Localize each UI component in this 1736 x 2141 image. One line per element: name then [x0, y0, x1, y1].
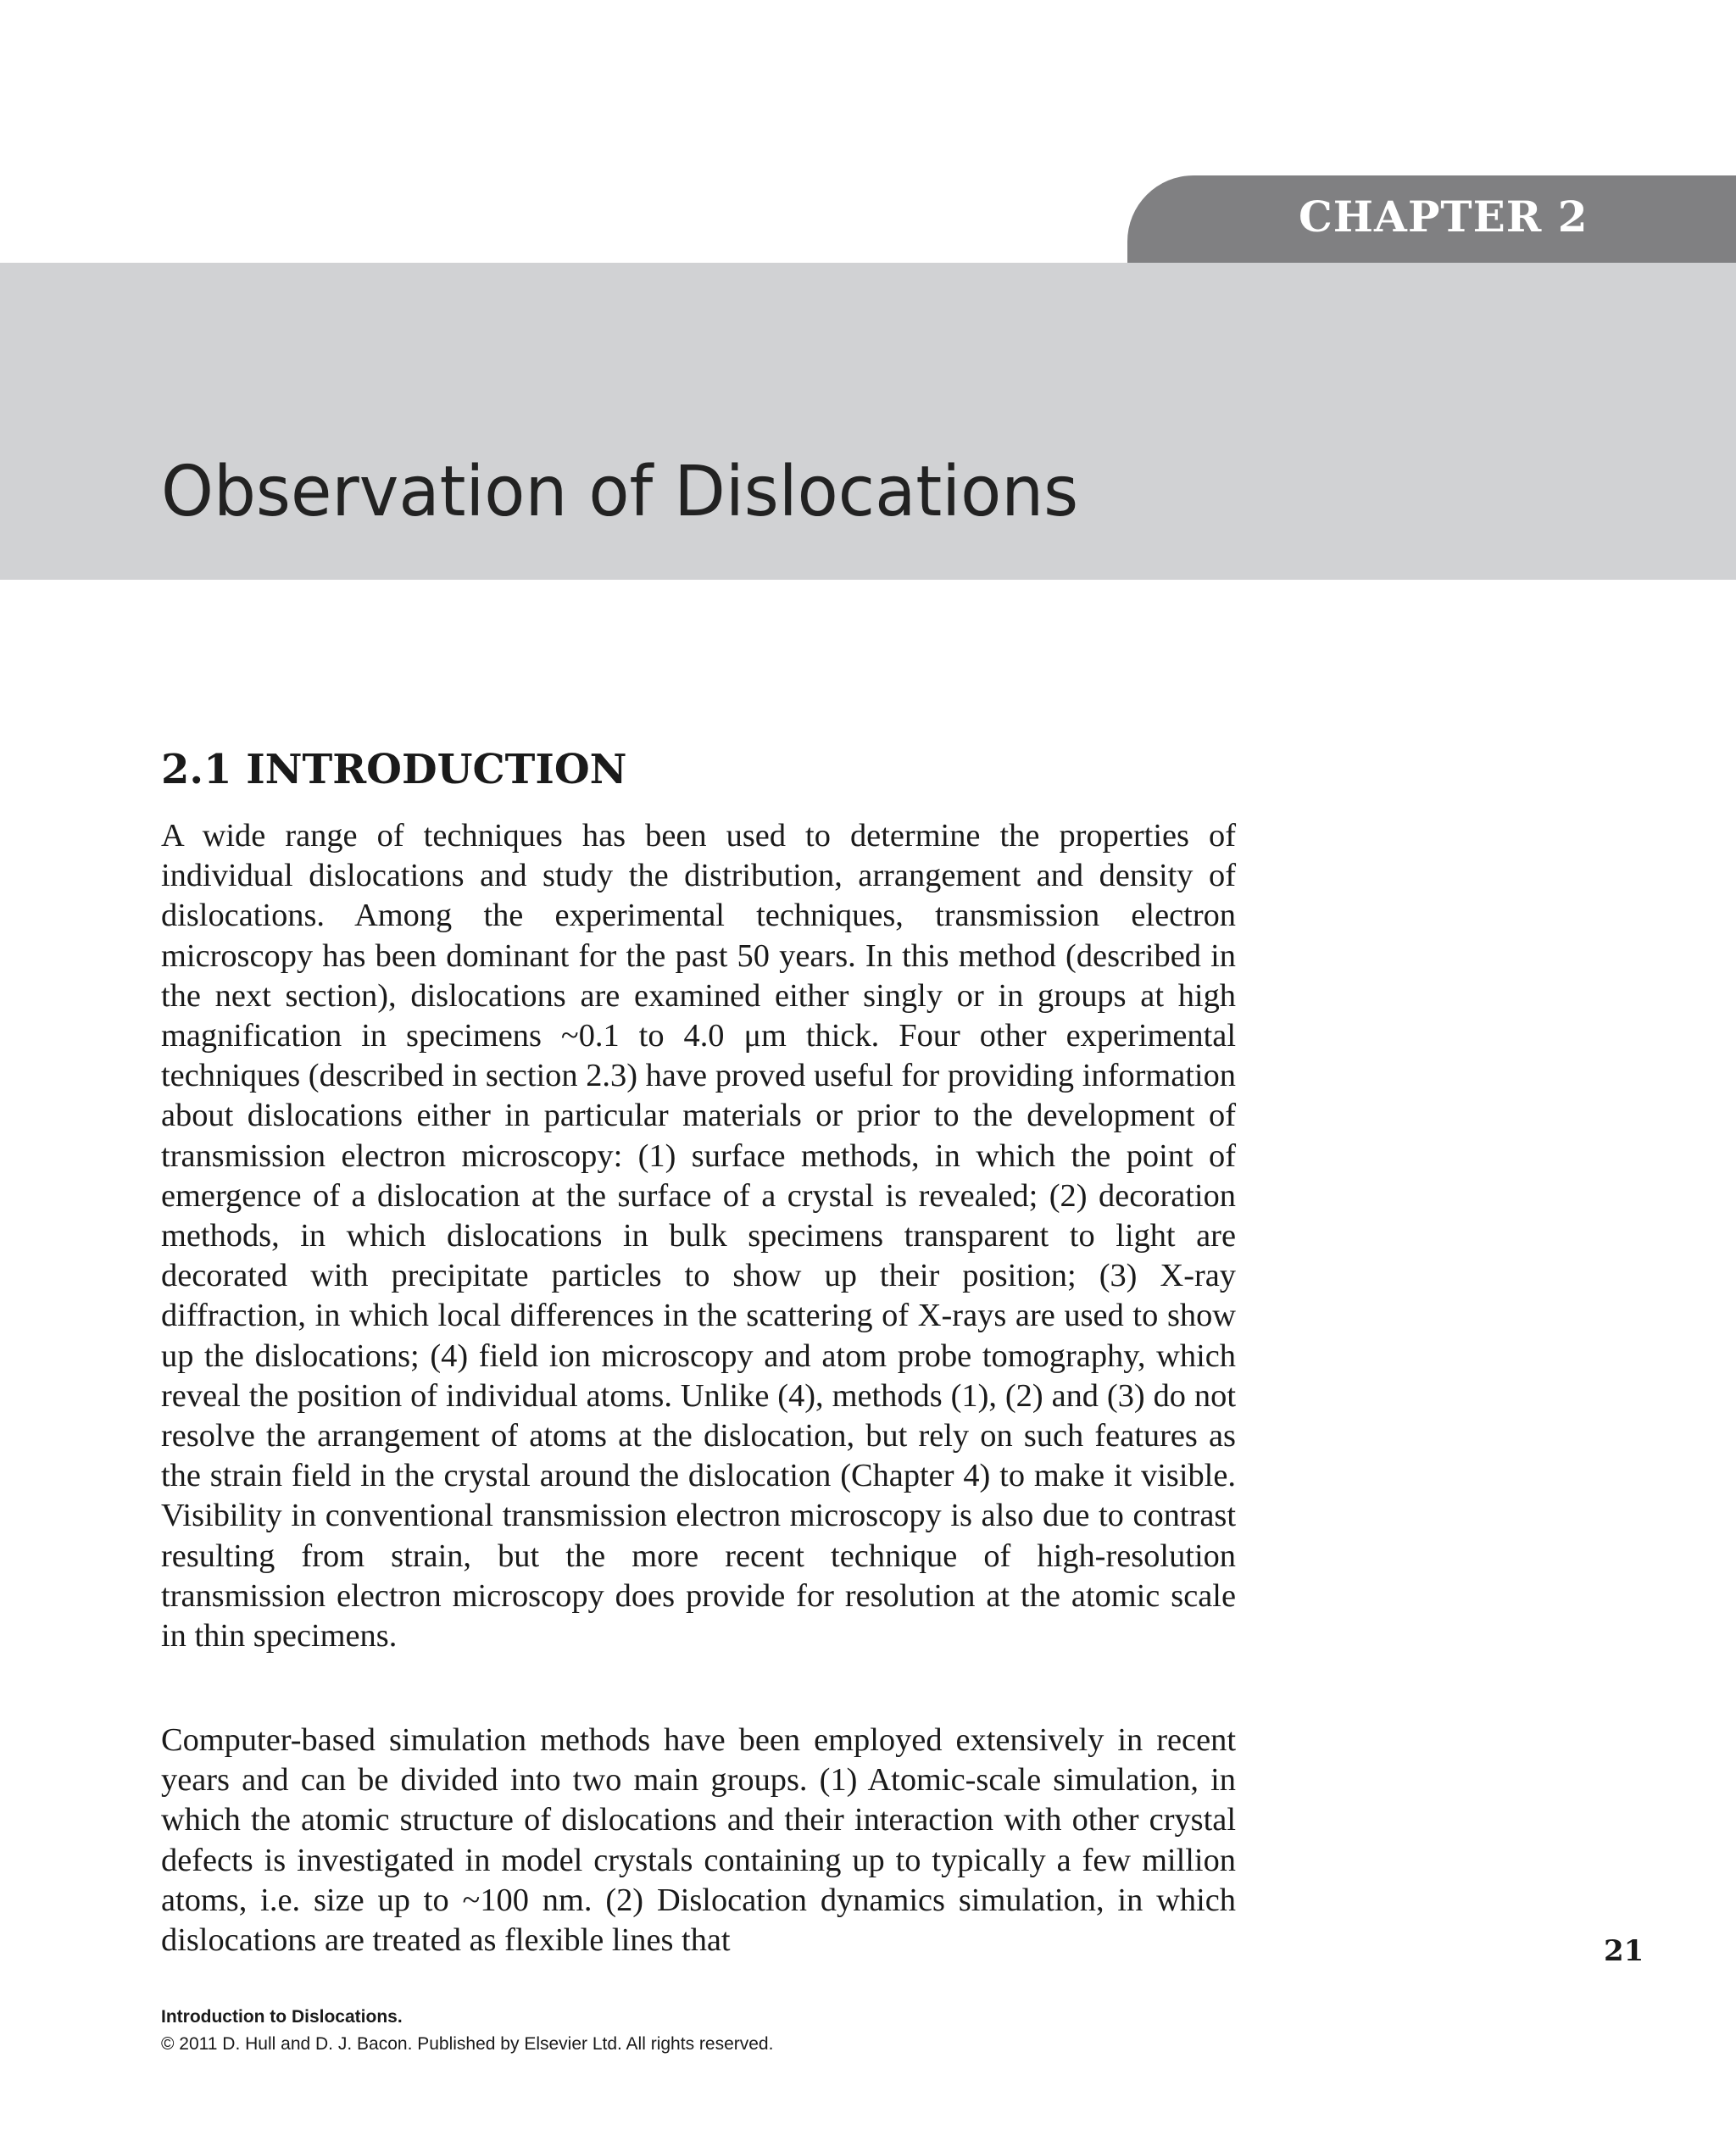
page-number: 21	[1604, 1934, 1644, 1968]
chapter-title: Observation of Dislocations	[161, 452, 1079, 532]
footer-copyright: © 2011 D. Hull and D. J. Bacon. Published by Elsevier Ltd. All rights reserved.	[161, 2034, 774, 2054]
section-heading: 2.1 INTRODUCTION	[161, 746, 627, 793]
footer-book-title: Introduction to Dislocations.	[161, 2007, 403, 2027]
body-paragraph-1: A wide range of techniques has been used to determine the properties of individual dislocations and study the distribution, arrangement and density of dislocations. Among the experimental techniques, transmission electron microscopy has been dominant for the past 50 years. In this method (described in the next section), dislocations are examined either singly or in groups at high magnification in specimens ~0.1 to 4.0 μm thick. Four other experimental techniques (described in section 2.3) have proved useful for providing information about dislocations either in particular materials or prior to the development of transmission electron microscopy: (1) surface methods, in which the point of emergence of a dislocation at the surface of a crystal is revealed; (2) decoration methods, in which dislocations in bulk specimens transparent to light are decorated with precipitate particles to show up their position; (3) X-ray diffraction, in which local differences in the scattering of X-rays are used to show up the dislocations; (4) field ion microscopy and atom probe tomography, which reveal the position of individual atoms. Unlike (4), methods (1), (2) and (3) do not resolve the arrangement of atoms at the dislocation, but rely on such features as the strain field in the crystal around the dislocation (Chapter 4) to make it visible. Visibility in conventional transmission electron microscopy is also due to contrast resulting from strain, but the more recent technique of high-resolution transmission electron microscopy does provide for resolution at the atomic scale in thin specimens.	[161, 818, 1236, 1654]
body-paragraph-2: Computer-based simulation methods have been employed extensively in recent years and can be divided into two main groups. (1) Atomic-scale simulation, in which the atomic structure of dislocations and their interaction with other crystal defects is investigated in model crystals containing up to typically a few million atoms, i.e. size up to ~100 nm. (2) Dislocation dynamics simulation, in which dislocations are treated as flexible lines that	[161, 1722, 1236, 1959]
chapter-label: CHAPTER 2	[1299, 192, 1589, 242]
